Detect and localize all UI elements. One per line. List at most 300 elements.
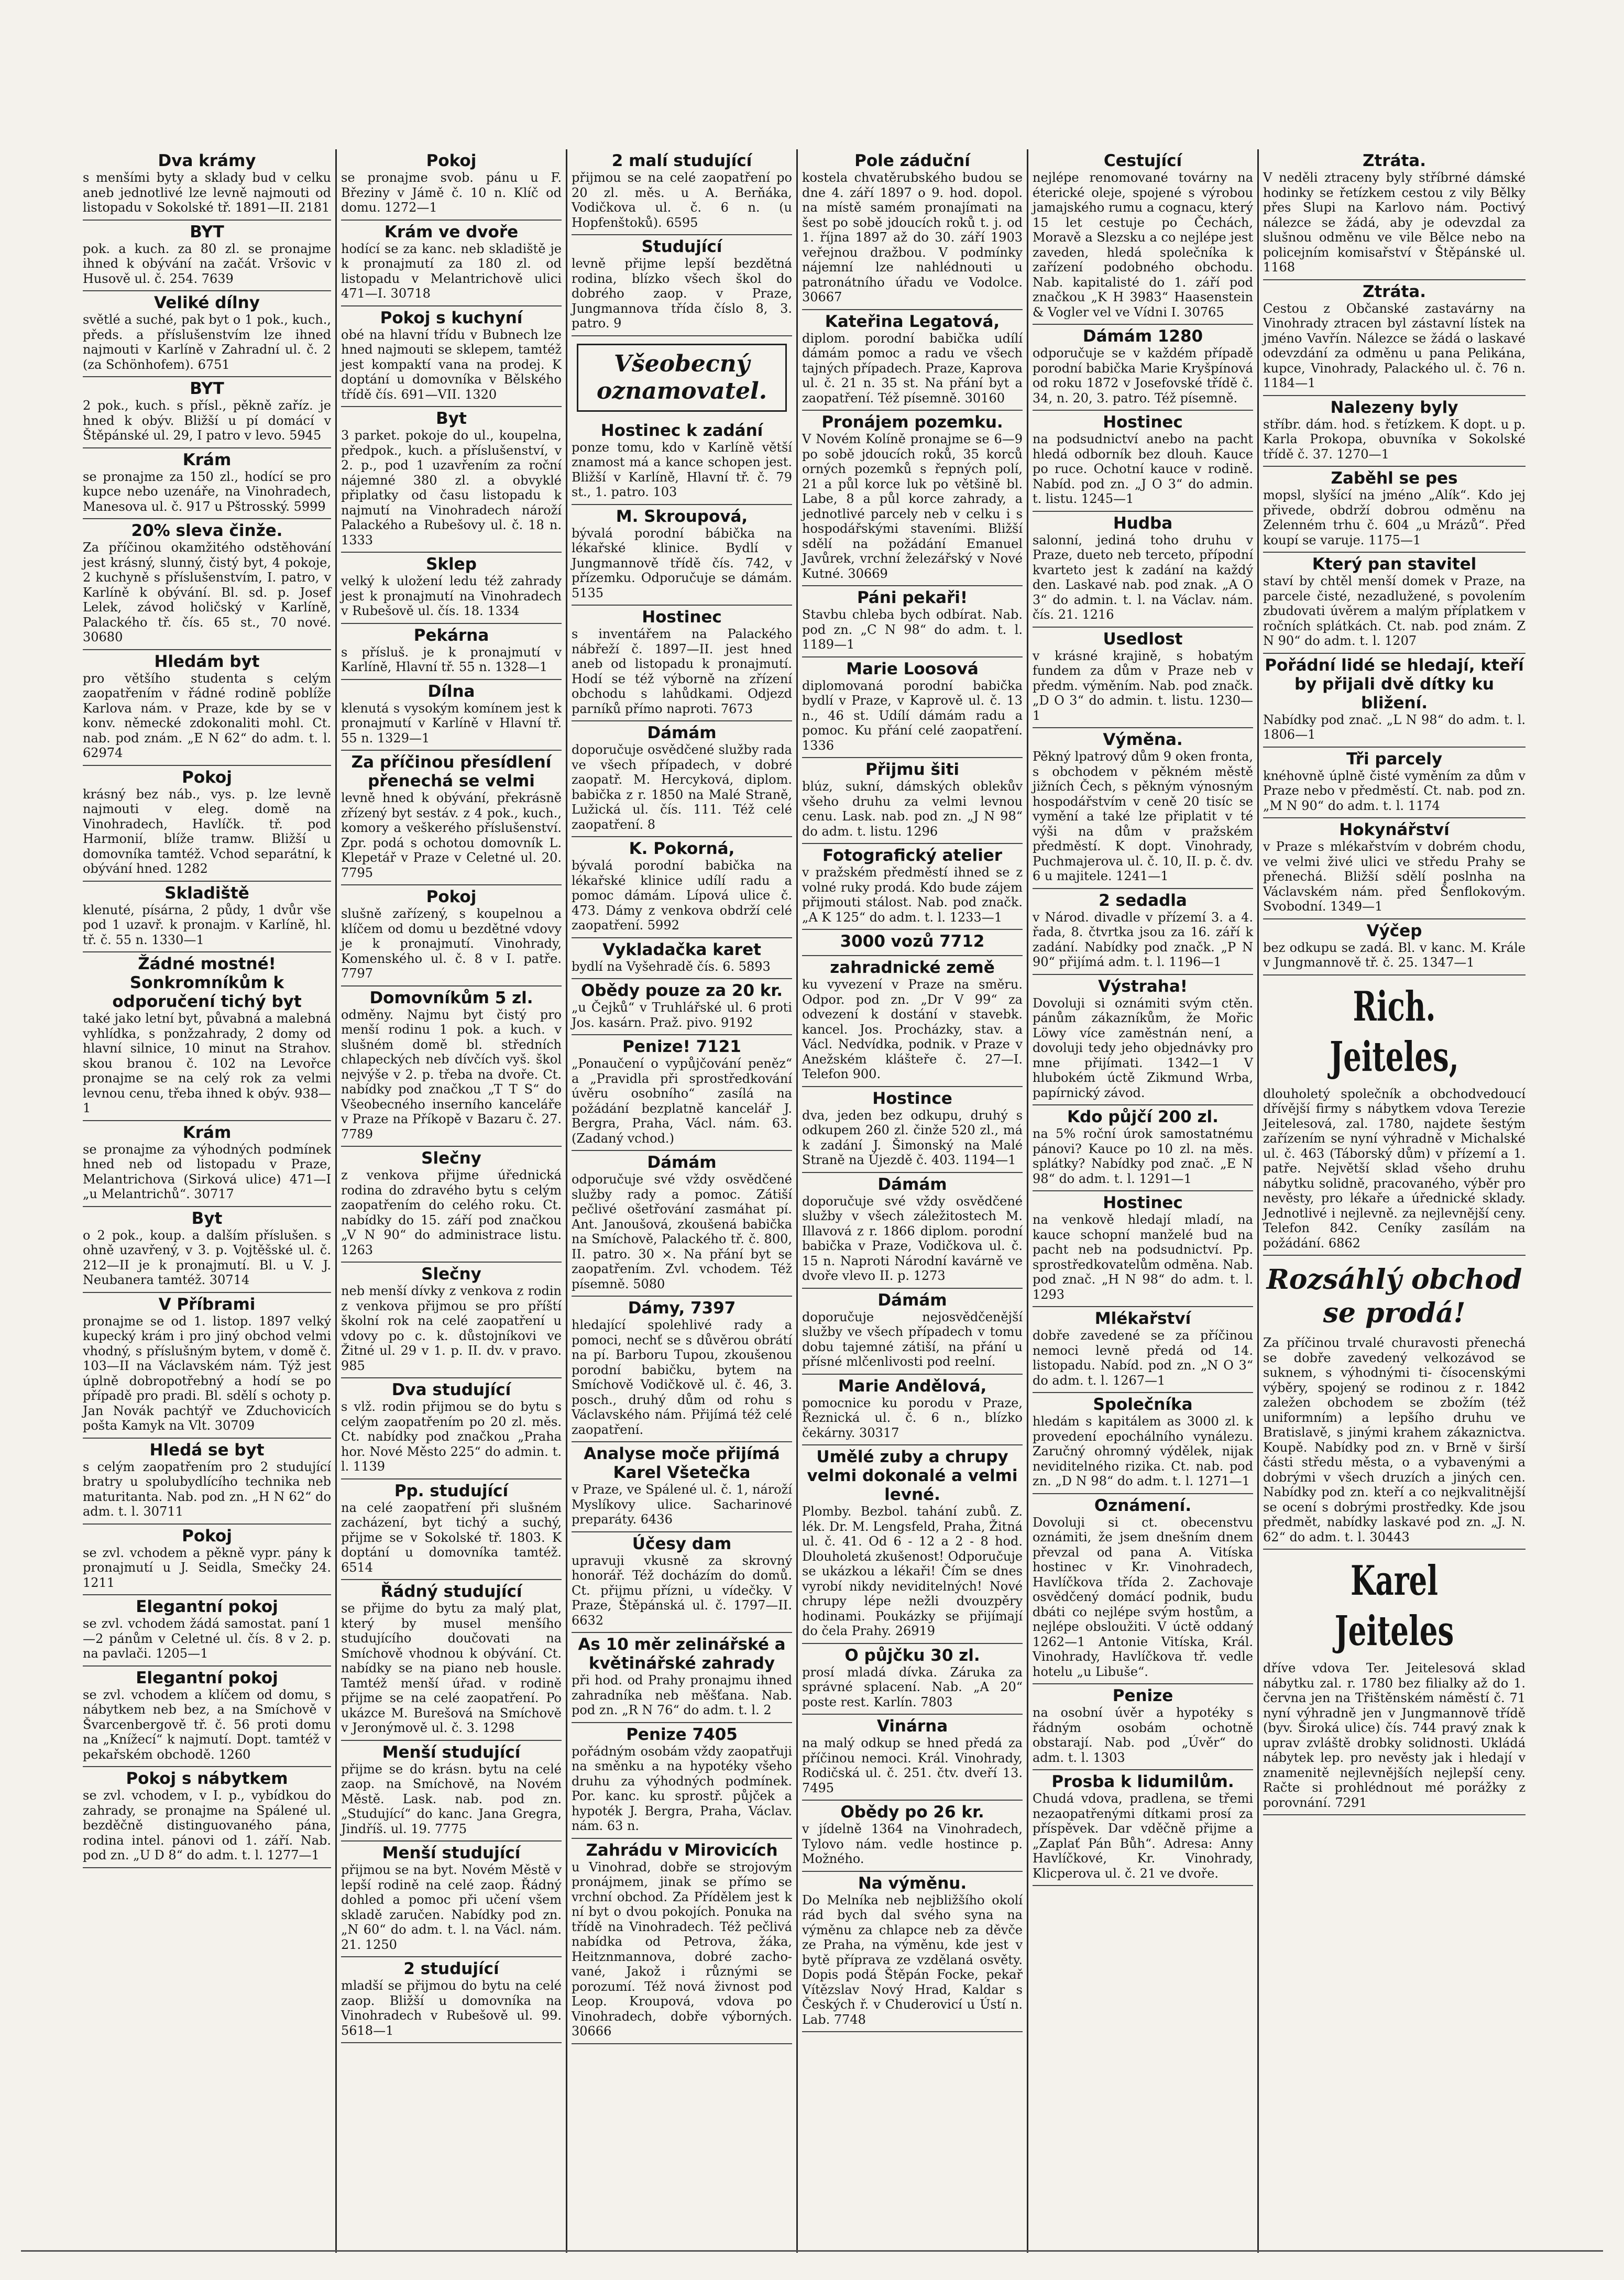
ad-body: nejlépe renomované továrny na éterické oleje, spojené s výrobou jamajského rumu a cognacu, který 15 let cestuje po Čechách, Moravě a Slezsku a co nejlépe jest zaveden, hledá společníka k zařízení podobného obchodu. Nab. kapitalisté do 1. září pod značkou „K H 3983“ Haasenstein & Vogler vel ve Vídni I. 30765 [1033, 170, 1253, 320]
ad-title: Dva studující [391, 1380, 511, 1399]
ad-title: 3000 vozů 7712 [840, 932, 985, 951]
classified-ad [341, 1741, 562, 1842]
ad-title: Společníka [1093, 1395, 1193, 1414]
classified-ad [802, 586, 1023, 657]
classified-ad [1263, 818, 1526, 919]
ad-body: Nabídky pod znač. „L N 98“ do adm. t. l. 1806—1 [1263, 712, 1526, 742]
ad-title: BYT [190, 379, 224, 398]
ad-title: Pokoj [426, 151, 477, 170]
ad-body: na celé zaopatření při slušném zacházení, byt tichý a suchý, přijme se v Sokolské tř. 1803. K doptání u domovníka tamtéž. 6514 [341, 1500, 562, 1575]
ad-body: Stavbu chleba bych odbírat. Nab. pod zn. „C N 98“ do adm. t. l. 1189—1 [802, 607, 1023, 652]
ad-body: klenutá s vysokým komínem jest k pronajmutí v Karlíně v Hlavní tř. 55 n. 1329—1 [341, 700, 562, 746]
ad-body: na malý odkup se hned předá za příčinou nemoci. Král. Vinohrady, Rodičská ul. č. 251. čtv. dveří 13. 7495 [802, 1736, 1023, 1795]
bottom-rule [21, 2250, 1603, 2252]
classified-ad [802, 930, 1023, 956]
ad-title: Rozsáhlý obchod se prodá! [1266, 1264, 1522, 1329]
classified-ad [1033, 1105, 1253, 1191]
ad-title: Umělé zuby a chrupy velmi dokonalé a velmi levné. [807, 1448, 1018, 1504]
ad-body: doporučuje nejosvědčenější služby ve všech případech v tomu dobu tajemné zátiší, na přání u přísné mlčenlivosti pod reelní. [802, 1309, 1023, 1369]
ad-title: Hostinec [642, 608, 722, 627]
ad-body: dobře zavedené se za příčinou nemoci levně předá od 14. listopadu. Nabíd. pod zn. „N O 3“ do adm. t. l. 1267—1 [1033, 1328, 1253, 1388]
classified-ad [1263, 919, 1526, 975]
ad-title: Veliké dílny [154, 293, 260, 312]
ad-title: Menší studující [382, 1742, 521, 1762]
classified-ad [1033, 325, 1253, 411]
classified-ad [341, 680, 562, 751]
ad-title: Penize! 7121 [622, 1037, 741, 1056]
ad-title: Výčep [1366, 921, 1422, 940]
classified-ad [83, 377, 331, 448]
ad-body: bývalá porodní babička na lékařské klinice udílí radu a pomoc dámám. Lípová ulice č. 473. Dámy z venkova obdrží celé zaopatření. 5992 [572, 858, 792, 933]
ad-body: V neděli ztraceny byly stříbrné dámské hodinky se řetízkem cestou z vily Bělky přes Slupi na Karlovo nám. Poctivý nálezce se žádá, aby je odevzdal za slušnou odměnu ve vile Bělce nebo na policejním komisařství v Štěpánské ul. 1168 [1263, 170, 1526, 275]
ad-body: z venkova přijme úřednická rodina do zdravého bytu s celým zaopatřením do celého roku. Ct. nabídky do 15. září pod značkou „V N 90“ do administrace listu. 1263 [341, 1168, 562, 1257]
ad-title: Mlékařství [1094, 1309, 1191, 1328]
classified-ad [802, 956, 1023, 1087]
classified-ad [83, 882, 331, 953]
ad-body: bydlí na Vyšehradě čís. 6. 5893 [572, 959, 771, 974]
ad-title: Slečny [421, 1265, 481, 1284]
ad-body: levně přijme lepší bezdětná rodina, blízko všech škol do dobrého zaop. v Praze, Jungmannova třída číslo 8, 3. patro. 9 [572, 256, 792, 331]
ad-body: odměny. Najmu byt čistý pro menší rodinu 1 pok. a kuch. v slušném domě bl. středních chlapeckých neb dívčích vyš. škol nejvýše v 2. p. třeba na dvoře. Ct. nabídky pod značkou „T T S“ do Všeobecného inserního kanceláře v Praze na Příkopě v Bazaru č. 27. 7789 [341, 1007, 562, 1142]
classified-ad [341, 1479, 562, 1581]
column-6 [1257, 149, 1530, 2253]
classified-ad [341, 1957, 562, 2043]
classified-ad [1033, 1494, 1253, 1685]
classified-ad [572, 1723, 792, 1839]
ad-title: Byt [436, 409, 467, 428]
ad-body: dva, jeden bez odkupu, druhý s odkupem 260 zl. činže 520 zl., má k zadání J. Šimonský na Malé Straně na Újezdě č. 403. 1194—1 [802, 1108, 1023, 1167]
ad-body: neb menší dívky z venkova z rodin z venkova přijmou se pro příští školní rok na celé zaopatření u vdovy po c. k. důstojníkovi ve Žitné ul. 29 v 1. p. II. dv. v pravo. 985 [341, 1284, 562, 1373]
ad-title: Karel Jeiteles [1334, 1557, 1454, 1655]
classified-ad [341, 407, 562, 553]
column-1 [79, 149, 335, 2253]
ad-body: u Vinohrad, dobře se strojovým pronájmem, jinak se přímo se vrchní obchod. Za Přídělem jest k ní byt o dvou pokojích. Ponuka na třídě na Vinohradech. Též pečlivá nabídka od Petrova, žáka, Heitznmannova, dobré zacho-vané, Jakož i různými se porozumí. Též nová živnost pod Leop. Kroupová, vdova po Vinohradech, dobře výborných. 30666 [572, 1859, 792, 2038]
ad-body: pro většího studenta s celým zaopatřením v řádné rodině poblíže Karlova nám. v Praze, kde by se v konv. německé zdokonaliti mohl. Ct. nab. pod znám. „E N 62“ do adm. t. l. 62974 [83, 671, 331, 760]
classified-ad [1033, 975, 1253, 1106]
ad-body: prosí mladá dívka. Záruka za správné splacení. Nab. „A 20“ poste rest. Karlín. 7803 [802, 1664, 1023, 1709]
classified-ad [341, 553, 562, 624]
classified-ad [802, 1644, 1023, 1715]
ad-title: Menší studující [382, 1844, 521, 1862]
classified-ad [802, 657, 1023, 759]
classified-ad [341, 1580, 562, 1741]
classified-ad [1263, 654, 1526, 748]
classified-ad [1033, 1191, 1253, 1307]
ad-body: s celým zaopatřením pro 2 studující bratry u spolubydlícího technika neb maturitanta. Nab. pod zn. „H N 62“ do adm. t. l. 30711 [83, 1459, 331, 1519]
classified-ad [572, 1839, 792, 2044]
ad-title: O půjčku 30 zl. [844, 1646, 980, 1665]
ad-body: na 5% roční úrok samostatnému pánovi? Kauce po 10 zl. na měs. splátky? Nabídky pod znač. „E N 98“ do adm. t. l. 1291—1 [1033, 1126, 1253, 1186]
classified-ad [572, 419, 792, 505]
ad-body: o 2 pok., koup. a dalším příslušen. s ohně uzavřený, v 3. p. Vojtěšské ul. č. 212—II je k pronajmutí. Bl. u V. J. Neubanera tamtéž. 30714 [83, 1227, 331, 1287]
ad-title: Ztráta. [1362, 282, 1427, 301]
ad-title: Prosba k lidumilům. [1051, 1772, 1234, 1791]
ad-body: Pěkný lpatrový dům 9 oken fronta, s obchodem v pěkném městě jižních Čech, s pěkným výnosným hospodářstvím v ceně 20 tisíc se vymění a také lze připlatit v té výši na dům v pražském předměstí. K dopt. Vinohrady, Puchmajerova ul. č. 10, II. p. č. dv. 6 u majitele. 1241—1 [1033, 749, 1253, 883]
ad-body: diplomovaná porodní babička bydlí v Praze, v Kaprově ul. č. 13 n., 46 st. Udílí dámám radu a pomoc. Ku přání celé zaopatření. 1336 [802, 678, 1023, 753]
classified-ad [1033, 628, 1253, 729]
ad-title: Hledám byt [154, 652, 260, 671]
classified-ad [572, 1035, 792, 1151]
ad-title: Který pan stavitel [1312, 555, 1477, 574]
ad-title: Kateřina Legatová, [825, 312, 1000, 331]
column-5 [1027, 149, 1257, 2253]
classified-ad [1263, 748, 1526, 819]
ad-body: dlouholetý společník a obchodvedoucí dřívější firmy s nábytkem vdova Terezie Jeitelesová, zal. 1780, najdete šestým zařízením se nyní výhradně v Michalské ul. č. 463 (Táborský dům) v přízemí a 1. patře. Největší sklad všeho druhu nábytku solidně, pracovaného, výběr pro nevěsty, pro lékaře a úřednické sklady. Jednotlivé i nejlevně. za nejlevnější ceny. Telefon 842. Ceníky zasílám na požádání. 6862 [1263, 1086, 1526, 1251]
classified-ad [1263, 1550, 1526, 1815]
ad-body: knéhovně úplně čisté vyměním za dům v Praze nebo v předměstí. Ct. nab. pod zn. „M N 90“ do adm. t. l. 1174 [1263, 768, 1526, 813]
ad-body: se pronajme za výhodných podmínek hned neb od listopadu v Praze, Melantrichova (Sirková ulice) 471—I „u Melantrichů“. 30717 [83, 1142, 331, 1201]
ad-title: Rich. Jeiteles, [1330, 982, 1459, 1081]
ad-title: Dámám 1280 [1082, 327, 1203, 346]
ad-body: „u Čejků“ v Truhlářské ul. 6 proti Jos. kasárn. Praž. pivo. 9192 [572, 1000, 792, 1030]
ad-title: Účesy dam [632, 1534, 732, 1553]
ad-body: Chudá vdova, pradlena, se třemi nezaopatřenými dítkami prosí za příspěvek. Dar vděčně přijme a „Zaplať Pán Bůh“. Adresa: Anny Havlíčkové, Kr. Vinohrady, Klicperova ul. č. 21 ve dvoře. [1033, 1791, 1253, 1881]
classified-ad [1263, 149, 1526, 280]
ad-body: obé na hlavní třídu v Bubnech lze hned najmouti se sklepem, tamtéž jest kompaktí vana na prodej. K doptání u domovníka v Bělského třídě čís. 691—VII. 1320 [341, 327, 562, 402]
ad-title: Hostinec [1103, 413, 1183, 432]
ad-title: 2 sedadla [1099, 891, 1187, 910]
column-3 [566, 149, 796, 2253]
ad-title: Hostinec [1103, 1193, 1183, 1212]
classified-ad [83, 766, 331, 882]
classified-ad [83, 1121, 331, 1207]
classified-ad [83, 1207, 331, 1293]
classified-ad [572, 149, 792, 235]
classified-ad [1033, 411, 1253, 512]
ad-body: Dovoluji si oznámiti svým ctěn. pánům zákazníkům, že Mořic Löwy více zaměstnán není, a dovoluji tedy jeho objednávky pro mne přijímati. 1342—1 V hlubokém úctě Zikmund Wrba, papírnický závod. [1033, 995, 1253, 1100]
ad-title: Pronájem pozemku. [821, 413, 1003, 432]
ad-title: Žádné mostné! Sonkromníkům k odporučení tichý byt [112, 955, 302, 1011]
ad-title: Pekárna [413, 626, 489, 645]
ad-title: As 10 měr zelinářské a květinářské zahrady [578, 1635, 786, 1673]
ad-title: K. Pokorná, [629, 839, 735, 858]
ad-title: Hostince [872, 1089, 952, 1108]
classified-ad [341, 1841, 562, 1957]
ad-body: se pronajme za 150 zl., hodící se pro kupce nebo uzenáře, na Vinohradech, Manesova ul. č. 917 u Pštrosský. 5999 [83, 469, 331, 514]
classified-ad [83, 1293, 331, 1439]
classified-ad [83, 519, 331, 650]
ad-title: Hudba [1113, 513, 1173, 533]
classified-ad [83, 221, 331, 292]
ad-body: blúz, sukní, dámských oblekův všeho druhu za velmi levnou cenu. Lask. nab. pod zn. „J N 98“ do adm. t. listu. 1296 [802, 779, 1023, 839]
ad-body: mopsl, slyšící na jméno „Alík“. Kdo jej přivede, obdrží dobrou odměnu na Zelenném trhu č. 604 „u Mrázů“. Před koupí se varuje. 1175—1 [1263, 488, 1526, 547]
classified-ad [572, 505, 792, 606]
ad-title: Obědy pouze za 20 kr. [580, 981, 783, 1000]
column-2 [335, 149, 566, 2253]
ad-body: světlé a suché, pak byt o 1 pok., kuch., předs. a příslušenstvím lze ihned najmouti v Karlíně v Zahradní ul. č. 2 (za Schönhofem). 6751 [83, 312, 331, 372]
classified-ad [83, 291, 331, 377]
ad-body: pok. a kuch. za 80 zl. se pronajme ihned k obývání na začát. Vršovic v Husově ul. č. 254. 7639 [83, 241, 331, 286]
ad-title: Dámám [877, 1175, 947, 1194]
classified-ad [341, 306, 562, 408]
classified-ad [1263, 553, 1526, 654]
ad-body: na osobní úvěr a hypotéky s řádným osobám ochotně obstarají. Nab. pod „Úvěr“ do adm. t. l. 1303 [1033, 1705, 1253, 1765]
column-4 [796, 149, 1027, 2253]
ad-title: V Příbrami [158, 1295, 256, 1314]
ad-body: „Ponaučení o vypůjčování peněz“ a „Pravidla při sprostředkování úvěru osobního“ zasílá na požádání bezplatně kancelář J. Bergra, Praha, Václ. nám. 63. (Zadaný vchod.) [572, 1056, 792, 1146]
ad-title: Zahrádu v Mirovicích [586, 1840, 778, 1860]
ad-title: Hostinec k zadání [600, 421, 763, 440]
ad-title: Dva krámy [158, 151, 256, 170]
ad-body: na podsudnictví anebo na pacht hledá odborník bez dlouh. Kauce po ruce. Ochotní kauce v rodině. Nabíd. pod zn. „J O 3“ do admin. t. listu. 1245—1 [1033, 432, 1253, 506]
section-banner: Všeobecný oznamovatel. [577, 344, 787, 412]
classified-ad [341, 149, 562, 221]
ad-title: Obědy po 26 kr. [840, 1803, 984, 1822]
ad-title: Zaběhl se pes [1331, 469, 1458, 488]
ad-title: Marie Andělová, [838, 1376, 987, 1396]
ad-title: Pp. studující [394, 1481, 509, 1500]
classified-ad [802, 1445, 1023, 1644]
classified-ad [83, 1767, 331, 1868]
ad-body: hodící se za kanc. neb skladiště je k pronajmutí za 180 zl. od listopadu v Melantrichově ulici 471—I. 30718 [341, 241, 562, 301]
ad-title: Hledá se byt [149, 1440, 265, 1460]
ad-body: s vlž. rodin přijmou se do bytu s celým zaopatřením po 20 zl. měs. Ct. nabídky pod značkou „Praha hor. Nové Město 225“ do admin. t. l. 1139 [341, 1399, 562, 1474]
ad-body: s menšími byty a sklady bud v celku aneb jednotlivé lze levně najmouti od listopadu v Sokolské tř. 1891—II. 2181 [83, 170, 331, 215]
ad-title: Usedlost [1103, 629, 1183, 649]
classified-ad [1263, 975, 1526, 1256]
ad-title: Dámám [647, 724, 717, 742]
ad-body: staví by chtěl menší domek v Praze, na parcele čisté, nezadlužené, s povolením zbudovati úvěrem a malým příplatkem v ročních splátkách. Ct. nab. pod znám. Z N 90“ do adm. t. l. 1207 [1263, 574, 1526, 648]
ad-title: Na výměnu. [858, 1873, 967, 1893]
classified-ad [572, 979, 792, 1035]
classified-ad [83, 149, 331, 221]
ad-title: Dámám [647, 1153, 717, 1172]
classified-ad [572, 606, 792, 721]
ad-body: bývalá porodní bábička na lékařské klinice. Bydlí v Jungmannově třídě čís. 742, v přízemku. Odporučuje se dámám. 5135 [572, 525, 792, 600]
ad-body: doporučuje osvědčené služby rada ve všech případech, v dobré zaopatř. M. Hercyková, diplom. babička z r. 1850 na Malé Straně, Lužická ul. čís. 111. Též celé zaopatření. 8 [572, 742, 792, 832]
ad-body: velký k uložení ledu též zahrady jest k pronajmutí na Vinohradech v Rubešově ul. čís. 18. 1334 [341, 574, 562, 618]
classified-ad [1033, 1307, 1253, 1393]
ad-title: Analyse moče přijímá Karel Všetečka [584, 1444, 780, 1482]
classified-ad [802, 1289, 1023, 1375]
ad-body: hledající spolehlivé rady a pomoci, nechť se s důvěrou obrátí na pí. Barboru Tupou, zkoušenou porodní babičku, bytem na Smíchově Vodičkově ul. č. 46, 3. posch., druhý dům od rohu s Václavského nám. Přijímá též celé zaopatření. [572, 1318, 792, 1437]
ad-title: Skladiště [164, 883, 249, 903]
ad-body: hledám s kapitálem as 3000 zl. k provedení epochálního vynálezu. Zaručný ohromný výdělek, nijak neviditelného rizika. Ct. nab. pod zn. „D N 98“ do adm. t. l. 1271—1 [1033, 1414, 1253, 1488]
classified-ad [1033, 889, 1253, 975]
ad-title: Krám [182, 450, 232, 469]
classified-ad [802, 1872, 1023, 2033]
ad-title: Dámám [877, 1290, 947, 1310]
ad-title: M. Skroupová, [616, 507, 748, 526]
ad-title: BYT [190, 222, 224, 242]
ad-body: V Novém Kolíně pronajme se 6—9 po sobě jdoucích roků, 35 korců orných pozemků s řepných polí, 21 a půl korce luk po většině bl. Labe, 8 a půl korce zahrady, a jednotlivé parcely neb v celku i s hospodářskými staveními. Bližší sdělí na požádání Emanuel Javůrek, vrchní železářský v Nové Kutné. 30669 [802, 432, 1023, 581]
ad-body: 3 parket. pokoje do ul., koupelna, předpok., kuch. a příslušenství, v 2. p., pod 1 uzavřením za roční nájemné 380 zl. a obvyklé připlatky od času listopadu k najmutí na Vinohradech nároží Palackého a Rubešovy ul. č. 18 n. 1333 [341, 428, 562, 547]
ad-body: přijme se do krásn. bytu na celé zaop. na Smíchově, na Novém Městě. Lask. nab. pod zn. „Studující“ do kanc. Jana Gregra, Jindříš. ul. 19. 7775 [341, 1761, 562, 1836]
ad-body: ku vyvezení v Praze na směru. Odpor. pod zn. „Dr V 99“ za odvezení k dostání v stavebk. kancel. Jos. Procházky, stav. a Václ. Nedvídka, podnik. v Praze v Anežském klášteře č. 27—I. Telefon 900. [802, 977, 1023, 1081]
classified-ad [341, 1147, 562, 1263]
ad-title: Fotografický atelier [822, 846, 1003, 865]
classified-ad [341, 751, 562, 885]
ad-body: v krásné krajině, s hobatým fundem za dům v Praze neb v předm. výměním. Nab. pod značk. „D O 3“ do admin. t. listu. 1230—1 [1033, 648, 1253, 723]
ad-title: Penize 7405 [626, 1725, 738, 1744]
classified-ad [802, 411, 1023, 586]
classified-ad [83, 1439, 331, 1525]
classified-ad [341, 885, 562, 986]
ad-body: přijmou se na celé zaopatření po 20 zl. měs. u A. Berňáka, Vodičkova ul. č. 6 n. (u Hopfenštoků). 6595 [572, 170, 792, 230]
classified-ad [83, 1667, 331, 1768]
ad-title: 2 studující [403, 1959, 499, 1978]
ad-body: v Národ. divadle v přízemí 3. a 4. řada, 8. čtvrtka jsou za 16. září k zadání. Nabídky pod značk. „P N 90“ přijímá adm. t. l. 1196—1 [1033, 909, 1253, 969]
ad-body: kostela chvatěrubského budou se dne 4. září 1897 o 9. hod. dopol. na místě samém pronajímati na šest po sobě jdoucích roků t. j. od 1. října 1897 až do 30. září 1903 veřejnou dražbou. V podmínky nájemní lze nahlédnouti u patronátního úřadu ve Vodolce. 30667 [802, 170, 1023, 304]
ad-body: se zvl. vchodem žádá samostat. paní 1—2 pánům v Celetné ul. čís. 8 v 2. p. na pavlači. 1205—1 [83, 1616, 331, 1661]
ad-title: Výměna. [1103, 730, 1183, 749]
ad-title: Pokoj [426, 887, 477, 906]
ad-body: krásný bez náb., vys. p. lze levně najmouti v eleg. domě na Vinohradech, Havlíčk. tř. pod Harmonií, blíže tramw. Bližší u domovníka tamtéž. Vchod separátní, k obývání hned. 1282 [83, 786, 331, 876]
ad-title: 20% sleva činže. [131, 521, 283, 540]
ad-title: Pokoj [182, 768, 232, 787]
classified-ad [1263, 1256, 1526, 1550]
classified-ad [802, 149, 1023, 310]
ad-title: Vinárna [876, 1717, 948, 1736]
classified-ad [572, 1633, 792, 1723]
ad-title: Penize [1112, 1686, 1173, 1705]
ad-title: Za příčinou přesídlení přenechá se velmi [351, 753, 552, 791]
classified-ad [83, 1525, 331, 1596]
ad-body: upravuji vkusně za skrovný honorář. Též docházím do domů. Ct. přijmu přízni, u vídečky. V Praze, Štěpánská ul. č. 1797—II. 6632 [572, 1553, 792, 1628]
ad-title: Elegantní pokoj [136, 1668, 278, 1687]
ad-body: Za příčinou trvalé churavosti přenechá se dobře zavedený velkozávod se suknem, s výhodnými ti- čísocenskými výběry, spojený se rodinou z r. 1842 zaležen obchodem se zbožím (též uniformním) a lepšího druhu ve Bratislavě, s jinými krahem zákaznictva. Koupě. Nabídky pod zn. v Brně v širší části středu města, o a vybavenými a dobrými v všech druzích a jiných cen. Nabídky pod zn. kteří a co nejkvalitnější se ocení s dobrými prostředky. Kde jsou předmět, nabídky laskavé pod zn. „J. N. 62“ do adm. t. l. 30443 [1263, 1335, 1526, 1544]
ad-title: Elegantní pokoj [136, 1597, 278, 1616]
ad-title: Studující [641, 237, 722, 256]
ad-body: přijmou se na byt. Novém Městě v lepší rodině na celé zaop. Řádný dohled a pomoc při učení všem skladě zaručen. Nabídky pod zn. „N 60“ do adm. t. l. na Václ. nám. 21. 1250 [341, 1862, 562, 1952]
ad-body: diplom. porodní babička udílí dámám pomoc a radu ve všech tajných případech. Praze, Kaprova ul. č. 21 n. 35 st. Na přání byt a zaopatření. Též písemně. 30160 [802, 331, 1023, 405]
ad-title: Domovníkům 5 zl. [369, 988, 533, 1007]
ad-body: klenuté, písárna, 2 půdy, 1 dvůr vše pod 1 uzavř. k pronajm. v Karlíně, hl. tř. č. 55 n. 1330—1 [83, 902, 331, 947]
classified-ad [572, 1532, 792, 1634]
classified-ad [341, 1263, 562, 1378]
ad-body: se zvl. vchodem a klíčem od domu, s nábytkem neb bez, a na Smíchově v Švarcenbergově tř. č. 56 proti domu na „Knížecí“ k najmutí. Dopt. tamtéž v pekařském obchodě. 1260 [83, 1687, 331, 1762]
ad-body: levně hned k obývání, překrásně zřízený byt sestáv. z 4 pok., kuch., komory a veškerého příslušenství. Zpr. podá s ochotou domovník L. Klepetář v Praze v Celetné ul. 20. 7795 [341, 791, 562, 880]
classified-ad [802, 310, 1023, 411]
ad-title: Řádný studující [380, 1582, 522, 1601]
ad-body: se přijme do bytu za malý plat, který by musel menšího studujícího doučovati na Smíchově vhodnou k obývání. Ct. nabídky se na piano neb housle. Tamtéž menší úřad. v rodině přijme se na celé zaopatření. Po ukázce M. Burešová na Smíchově v Jeronýmově ul. č. 3. 1298 [341, 1601, 562, 1735]
ad-title: Pokoj s nábytkem [126, 1769, 288, 1788]
ad-title: Marie Loosová [846, 659, 979, 678]
ad-body: také jako letní byt, půvabná a malebná vyhlídka, s ponžzahrady, 2 domy od hlavní silnice, 10 minut na Strahov. skou branou č. 102 na Levořce pronajme se na celý rok za velmi levnou cenu, třeba ihned k obýv. 938—1 [83, 1011, 331, 1115]
ad-body: v jídelně 1364 na Vinohradech, Tylovo nám. vedle hostince p. Možného. [802, 1822, 1023, 1866]
classified-ad [572, 837, 792, 938]
classified-ad [1263, 467, 1526, 553]
ad-title: Cestující [1103, 151, 1182, 170]
classified-ad [802, 1173, 1023, 1289]
ad-title: 2 malí studující [611, 151, 752, 170]
ad-body: mladší se přijmou do bytu na celé zaop. Bližší u domovníka na Vinohradech v Rubešově ul. 99. 5618—1 [341, 1978, 562, 2038]
ad-title: Pořádní lidé se hledají, kteří by přijali dvě dítky ku bližení. [1265, 655, 1524, 712]
classified-ad [802, 758, 1023, 844]
classified-ad [802, 1375, 1023, 1446]
ad-body: se pronajme svob. pánu u F. Březiny v Jámě č. 10 n. Klíč od domu. 1272—1 [341, 170, 562, 215]
ad-body: stříbr. dám. hod. s řetízkem. K dopt. u p. Karla Prokopa, obuvníka v Sokolské třídě č. 37. 1270—1 [1263, 416, 1526, 462]
classified-ad [1033, 1684, 1253, 1770]
ad-title: Slečny [421, 1149, 481, 1168]
ad-title: Vykladačka karet [602, 940, 761, 959]
classified-ad [802, 1801, 1023, 1872]
classified-ad [341, 624, 562, 680]
ad-title: Výstraha! [1098, 977, 1188, 996]
ad-body: při hod. od Prahy pronajmu ihned zahradníka neb měšťana. Nab. pod zn. „R N 76“ do adm. t. l. 2 [572, 1673, 792, 1717]
ad-body: Do Melníka neb nejbližšího okolí rád bych dal svého syna na výměnu za chlapce neb za děvče ze Praha, na výměnu, kde jest v bytě příprava ze vzdělaná osvěty. Dopis podá Štěpán Focke, pekař Vítězslav Nový Hrad, Kaldar s Českých ř. v Chuderovicí u Ústí n. Lab. 7748 [802, 1892, 1023, 2027]
ad-title: Pokoj s kuchyní [380, 308, 523, 327]
ad-title: Sklep [426, 555, 477, 574]
classified-ad [1033, 728, 1253, 889]
classified-ad [83, 952, 331, 1121]
ad-body: se zvl. vchodem a pěkně vypr. pány k pronajmutí u J. Seidla, Smečky 24. 1211 [83, 1545, 331, 1590]
classified-ad [83, 448, 331, 520]
classified-ad [572, 1442, 792, 1532]
ad-body: salonní, jediná toho druhu v Praze, dueto neb terceto, přípodní kvarteto jest k zadání na každý den. Laskavé nab. pod znak. „A O 3“ do admin. t. l. na Václav. nám. čís. 21. 1216 [1033, 532, 1253, 622]
ad-body: slušně zařízený, s koupelnou a klíčem od domu u bezdětné vdovy je k pronajmutí. Vinohrady, Komenského ul. č. 8 v I. patře. 7797 [341, 906, 562, 981]
ad-body: pořádným osobám vždy zaopatřuji na směnku a na hypotéky všeho druhu za výhodných podmínek. Por. kanc. ku sprostř. půjček a hypoték J. Bergra, Praha, Václav. nám. 63 n. [572, 1744, 792, 1833]
classified-ad [1263, 280, 1526, 396]
classified-ad [572, 938, 792, 980]
ad-body: doporučuje své vždy osvědčené služby v všech záležitostech M. Illavová z r. 1866 diplom. porodní babička v Praze, Vodičkova ul. č. 15 n. Naproti Národní kavárně ve dvoře vlevo II. p. 1273 [802, 1193, 1023, 1283]
classified-ad [802, 844, 1023, 930]
ad-body: odporučuje své vždy osvědčené služby rady a pomoc. Zátiší pečlivé ošetřování zasmáhat pí. Ant. Janoušová, zkoušená babička na Smíchově, Palackého tř. č. 800, II. patro. 30 ×. Na přání byt se zaopatřením. Zvl. vchodem. Též písemně. 5080 [572, 1172, 792, 1291]
classified-ad [83, 650, 331, 766]
ad-title: Oznámení. [1094, 1496, 1192, 1515]
ad-title: zahradnické země [830, 958, 995, 977]
classified-ad [341, 1378, 562, 1479]
ad-title: Dámy, 7397 [628, 1299, 736, 1318]
ad-title: Hokynářství [1339, 820, 1450, 839]
ad-title: Přijmu šiti [865, 760, 959, 779]
ad-body: ponze tomu, kdo v Karlíně větší znamost má a kance schopen jest. Bližší v Karlíně, Hlavní tř. č. 79 st., 1. patro. 103 [572, 440, 792, 499]
ad-title: Krám ve dvoře [384, 222, 519, 242]
ad-body: pomocnice ku porodu v Praze, Řeznická ul. č. 6 n., blízko čekárny. 30317 [802, 1395, 1023, 1440]
classified-ad [1033, 512, 1253, 628]
ad-title: Dílna [427, 682, 475, 701]
ad-body: Cestou z Občanské zastavárny na Vinohrady ztracen byl zástavní lístek na jméno Vavřín. Nálezce se žádá o laskavé odevzdání za odměnu u pana Pelikána, kupce, Vinohrady, Palackého ul. č. 76 n. 1184—1 [1263, 301, 1526, 390]
ad-body: v Praze s mlékařstvím v dobrém chodu, ve velmi živé ulici ve středu Prahy se přenechá. Bližší sdělí poslnha na Václavském nám. před Šenflokovým. Svobodní. 1349—1 [1263, 839, 1526, 914]
classified-ad [83, 1595, 331, 1667]
ad-title: Pokoj [182, 1526, 232, 1545]
classified-ad [572, 721, 792, 837]
ad-body: Za příčinou okamžitého odstěhování jest krásný, slunný, čistý byt, 4 pokoje, 2 kuchyně s příslušenstvím, I. patro, v Karlíně k obývání. Bl. sd. p. Josef Lelek, závod holičský v Karlíně, Palackého tř. čís. 65 st., 70 nové. 30680 [83, 540, 331, 644]
ad-title: Byt [191, 1209, 223, 1228]
ad-title: Tři parcely [1346, 749, 1443, 769]
ad-title: Páni pekaři! [857, 588, 968, 607]
ad-title: Nalezeny byly [1330, 398, 1458, 417]
classified-ad [1263, 396, 1526, 467]
ad-body: 2 pok., kuch. s přísl., pěkně zaříz. je hned k obýv. Bližší u pí domácí v Štěpánské ul. 29, I patro v levo. 5945 [83, 398, 331, 443]
ad-body: pronajme se od 1. listop. 1897 velký kupecký krám i pro jiný obchod velmi vhodný, s příslušným bytem, v domě č. 103—II na Václavském nám. Týž jest úplně dobropotřebný a hodí se po případě pro pradi. Bl. sdělí s ochoty p. Jan Novák pachtýř ve Zduchovicích pošta Kamyk na Vlt. 30709 [83, 1313, 331, 1433]
ad-body: Dovoluji si ct. obecenstvu oznámiti, že jsem dnešním dnem převzal od pana A. Vitíska hostinec v Kr. Vinohradech, Havlíčkova třída 2. Zachovaje osvědčený domácí podnik, budu dbáti co nejlépe svým hostům, a nejlépe obsloužiti. V úctě oddaný 1262—1 Antonie Vitíska, Král. Vinohrady, Havlíčkova tř. vedle hotelu „u Libuše“. [1033, 1515, 1253, 1679]
ad-body: se zvl. vchodem, v I. p., vybídkou do zahrady, se pronajme na Spálené ul. bezděčně distinguovaného pána, rodina intel. pánovi od 1. září. Nab. pod zn. „U D 8“ do adm. t. l. 1277—1 [83, 1788, 331, 1862]
ad-body: s přísluš. je k pronajmutí v Karlíně, Hlavní tř. 55 n. 1328—1 [341, 644, 562, 674]
classified-ad [572, 1297, 792, 1442]
classified-ad [1033, 149, 1253, 325]
ad-body: Plomby. Bezbol. tahání zubů. Z. lék. Dr. M. Lengsfeld, Praha, Žitná ul. č. 41. Od 6 - 12 a 2 - 8 hod. Dlouholetá zkušenost! Odporučuje se ukázkou a lékaři! Čím se dnes vyrobí nikdy neviditelných! Nové chrupy lépe nežli dvouzpěry hodinami. Poukázky se přijímají do čela Prahy. 26919 [802, 1504, 1023, 1638]
classified-ad [1033, 1393, 1253, 1494]
classified-ad [572, 235, 792, 336]
classified-ad [802, 1087, 1023, 1173]
ad-body: v pražském předměstí ihned se z volné ruky prodá. Kdo bude zájem přijmouti stálost. Nab. pod značk. „A K 125“ do adm. t. l. 1233—1 [802, 865, 1023, 925]
ad-title: Ztráta. [1362, 151, 1427, 170]
classified-ad [341, 986, 562, 1147]
classified-ad [1033, 1770, 1253, 1886]
ad-body: s inventářem na Palackého nábřeží č. 1897—II. jest hned aneb od listopadu k pronajmutí. Hodí se též výborně na zřízení obchodu s lahůdkami. Odjezd parníků přímo naproti. 7673 [572, 627, 792, 716]
ad-body: odporučuje se v každém případě porodní babička Marie Kryšpínová od roku 1872 v Josefovské třídě č. 34, n. 20, 3. patro. Též písemně. [1033, 346, 1253, 405]
ad-body: v Praze, ve Spálené ul. č. 1, nároží Myslíkovy ulice. Sacharinové preparáty. 6436 [572, 1482, 792, 1527]
ad-body: dříve vdova Ter. Jeitelesová sklad nábytku zal. r. 1780 bez filialky až do 1. června jen na Třištěnském náměstí č. 71 nyní výhradně jen v Jungmannově třídě (byv. Široká ulice) čís. 744 pravý znak k uprav zvláště drobky solidnosti. Ukládá nábytek lep. pro nevěsty jak i hledají v znamenitě nejlevnějších nejlepší ceny. Račte si prohlédnout mé porážky z porovnání. 7291 [1263, 1661, 1526, 1810]
classified-ad [341, 221, 562, 306]
ad-body: bez odkupu se zadá. Bl. v kanc. M. Krále v Jungmannově tř. č. 25. 1347—1 [1263, 940, 1526, 970]
ad-title: Kdo půjčí 200 zl. [1067, 1108, 1219, 1126]
ad-body: na venkově hledají mladí, na kauce schopní manželé bud na pacht neb na podsudnictví. Pp. sprostředkovatelům odměna. Nab. pod znač. „H N 98“ do adm. t. l. 1293 [1033, 1212, 1253, 1302]
classified-ad [802, 1715, 1023, 1801]
ad-title: Krám [182, 1123, 232, 1142]
ad-title: Pole záduční [854, 151, 970, 170]
